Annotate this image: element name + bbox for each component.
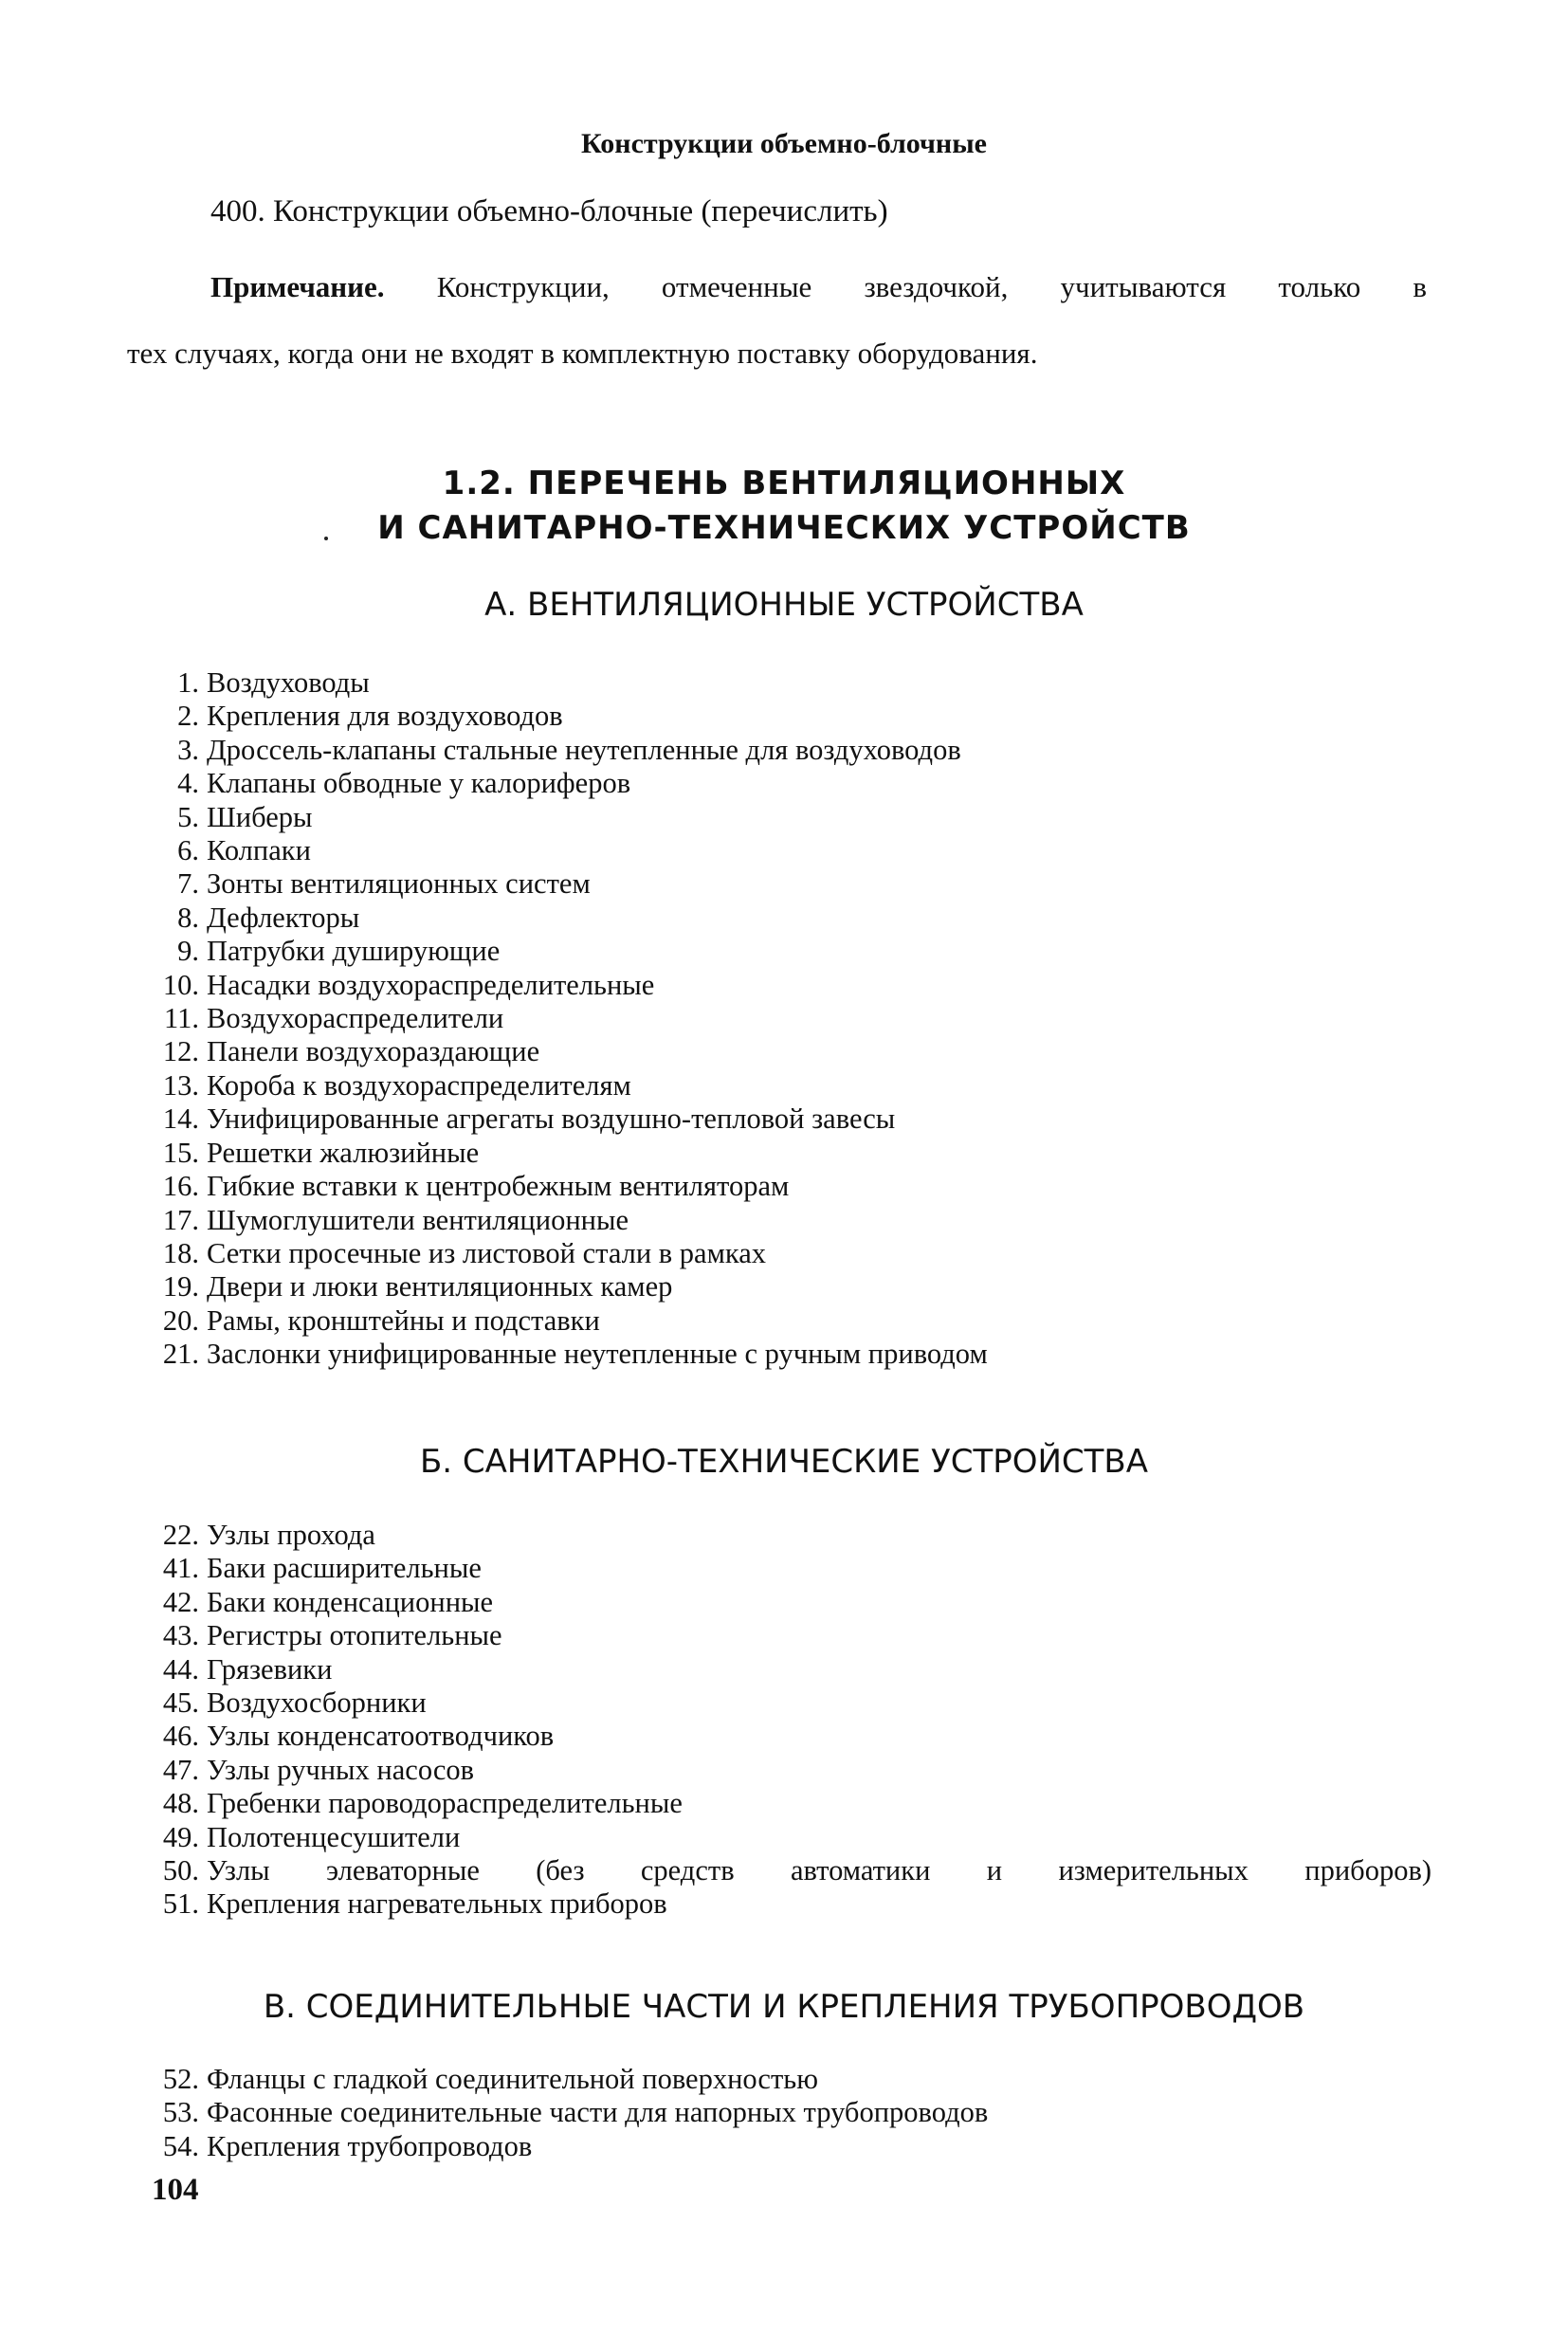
list-item <box>152 1720 1431 1753</box>
subsection-b-title: Б. САНИТАРНО-ТЕХНИЧЕСКИЕ УСТРОЙСТВА <box>419 1443 1149 1481</box>
list-item-text: Узлы ручных насосов <box>207 1753 475 1786</box>
list-item <box>152 1821 1431 1854</box>
list-item-text: Полотенцесушители <box>207 1820 461 1853</box>
list-item-text: Баки расширительные <box>207 1552 482 1585</box>
list-item-number: 43. <box>162 1619 199 1652</box>
list-item-text: Гребенки пароводораспределительные <box>207 1787 683 1820</box>
list-item-text: Зонты вентиляционных систем <box>207 867 591 901</box>
list-item-number: 8. <box>177 901 199 934</box>
list-item <box>152 1519 1431 1552</box>
list-item-number: 20. <box>162 1303 199 1337</box>
list-item <box>152 969 988 1002</box>
list-item <box>152 700 988 733</box>
list-item-number: 7. <box>177 867 199 901</box>
list-item-number: 12. <box>162 1035 199 1068</box>
list-item-text: Дроссель-клапаны стальные неутепленные для воздуховодов <box>207 733 961 766</box>
list-item <box>152 1170 988 1203</box>
list-item <box>152 1653 1431 1686</box>
list-item <box>152 734 988 767</box>
list-item <box>152 1586 1431 1619</box>
list-item <box>152 1137 988 1170</box>
list-item <box>152 1619 1431 1652</box>
note-label: Примечание. <box>210 270 385 303</box>
list-item-text: Фасонные соединительные части для напорных трубопроводов <box>207 2096 989 2129</box>
list-item-number: 3. <box>177 733 199 766</box>
subsection-c-list <box>152 2063 988 2163</box>
note-line-2: тех случаях, когда они не входят в комплектную поставку оборудования. <box>127 337 1038 370</box>
list-item-number: 50. <box>162 1854 199 1887</box>
list-item <box>152 1854 1431 1887</box>
list-item-text: Фланцы с гладкой соединительной поверхностью <box>207 2063 818 2095</box>
list-item-number: 42. <box>162 1585 199 1618</box>
subsection-b-list <box>152 1519 1431 1922</box>
list-item <box>152 1686 1431 1720</box>
page-number: 104 <box>152 2173 199 2207</box>
list-item-number: 19. <box>162 1270 199 1303</box>
list-item-text: Сетки просечные из листовой стали в рамках <box>207 1236 767 1269</box>
list-item-text: Узлы прохода <box>207 1519 375 1551</box>
list-item-number: 4. <box>177 767 199 800</box>
list-item <box>152 2096 988 2129</box>
list-item <box>152 834 988 867</box>
block-heading: Конструкции объемно-блочные <box>581 128 987 159</box>
list-item-text: Шиберы <box>207 800 313 833</box>
subsection-a-title: А. ВЕНТИЛЯЦИОННЫЕ УСТРОЙСТВА <box>484 586 1084 624</box>
list-item-text: Воздухораспределители <box>207 1002 504 1035</box>
list-item-number: 5. <box>177 800 199 833</box>
list-item <box>152 902 988 935</box>
list-item-number: 9. <box>177 935 199 968</box>
list-item-text: Рамы, кронштейны и подставки <box>207 1303 600 1337</box>
list-item-number: 11. <box>164 1002 199 1035</box>
subsection-a-list <box>152 666 988 1372</box>
list-item-text: Крепления для воздуховодов <box>207 700 563 733</box>
note-line-1 <box>210 270 1427 304</box>
list-item <box>152 1304 988 1338</box>
list-item-text: Грязевики <box>207 1652 333 1686</box>
list-item-text: Унифицированные агрегаты воздушно-тепловой завесы <box>207 1103 896 1136</box>
section-title-line-1: 1.2. ПЕРЕЧЕНЬ ВЕНТИЛЯЦИОННЫХ <box>442 465 1126 502</box>
list-item-number: 53. <box>162 2096 199 2129</box>
list-item-text: Клапаны обводные у калориферов <box>207 767 631 800</box>
list-item-number: 18. <box>162 1236 199 1269</box>
list-item-text: Баки конденсационные <box>207 1585 494 1618</box>
list-item-number: 41. <box>162 1552 199 1585</box>
list-item-number: 44. <box>162 1652 199 1686</box>
list-item <box>152 935 988 968</box>
list-item-number: 46. <box>162 1720 199 1753</box>
list-item-text: Колпаки <box>207 834 311 867</box>
list-item-number: 14. <box>162 1103 199 1136</box>
list-item <box>152 1338 988 1371</box>
list-item-text: Короба к воздухораспределителям <box>207 1068 631 1102</box>
list-item <box>152 1552 1431 1585</box>
list-item-text: Узлы элеваторные (без средств автоматики и измерительных приборов) <box>207 1854 1431 1887</box>
list-item-text: Крепления трубопроводов <box>207 2129 533 2162</box>
list-item <box>152 2130 988 2163</box>
list-item-text: Воздуховоды <box>207 666 370 699</box>
list-item-number: 49. <box>162 1820 199 1853</box>
list-item-text: Насадки воздухораспределительные <box>207 968 655 1001</box>
list-item-number: 48. <box>162 1787 199 1820</box>
list-item <box>152 2063 988 2096</box>
list-item-text: Крепления нагревательных приборов <box>207 1887 667 1921</box>
list-item <box>152 867 988 901</box>
list-item-number: 15. <box>162 1136 199 1169</box>
list-item-number: 10. <box>162 968 199 1001</box>
list-item-number: 54. <box>162 2129 199 2162</box>
list-item-number: 2. <box>177 700 199 733</box>
list-item-text: Панели воздухораздающие <box>207 1035 540 1068</box>
list-item <box>152 801 988 834</box>
list-item-text: Регистры отопительные <box>207 1619 502 1652</box>
list-item-number: 47. <box>162 1753 199 1786</box>
list-item <box>152 1002 988 1035</box>
section-title-line-2: И САНИТАРНО-ТЕХНИЧЕСКИХ УСТРОЙСТВ <box>377 509 1191 547</box>
list-item-number: 13. <box>162 1068 199 1102</box>
list-item-text: Заслонки унифицированные неутепленные с ручным приводом <box>207 1338 988 1371</box>
list-item <box>152 1270 988 1303</box>
list-item-text: Шумоглушители вентиляционные <box>207 1203 629 1236</box>
list-item-number: 16. <box>162 1170 199 1203</box>
list-item <box>152 666 988 700</box>
list-item-text: Дефлекторы <box>207 901 360 934</box>
list-item <box>152 1237 988 1270</box>
list-item-number: 1. <box>177 666 199 699</box>
list-item-number: 51. <box>162 1887 199 1921</box>
list-item <box>152 1035 988 1068</box>
list-item-text: Двери и люки вентиляционных камер <box>207 1270 673 1303</box>
list-item <box>152 1204 988 1237</box>
list-item-text: Гибкие вставки к центробежным вентиляторам <box>207 1170 790 1203</box>
list-item-number: 45. <box>162 1686 199 1720</box>
list-item <box>152 1069 988 1103</box>
list-item <box>152 1787 1431 1820</box>
list-item-number: 21. <box>162 1338 199 1371</box>
list-item <box>152 767 988 800</box>
list-item-text: Воздухосборники <box>207 1686 427 1720</box>
list-item-number: 17. <box>162 1203 199 1236</box>
subsection-c-title: В. СОЕДИНИТЕЛЬНЫЕ ЧАСТИ И КРЕПЛЕНИЯ ТРУБОПРОВОДОВ <box>263 1988 1305 2026</box>
list-item-number: 6. <box>177 834 199 867</box>
list-item <box>152 1754 1431 1787</box>
item-400: 400. Конструкции объемно-блочные (перечислить) <box>210 194 888 228</box>
list-item-number: 22. <box>162 1519 199 1551</box>
list-item-text: Патрубки душирующие <box>207 935 501 968</box>
print-speck <box>324 537 328 540</box>
note-text-1: Конструкции, отмеченные звездочкой, учитываются только в <box>436 270 1427 303</box>
list-item-text: Узлы конденсатоотводчиков <box>207 1720 555 1753</box>
list-item <box>152 1887 1431 1921</box>
list-item-number: 52. <box>162 2063 199 2095</box>
list-item-text: Решетки жалюзийные <box>207 1136 480 1169</box>
list-item <box>152 1103 988 1136</box>
